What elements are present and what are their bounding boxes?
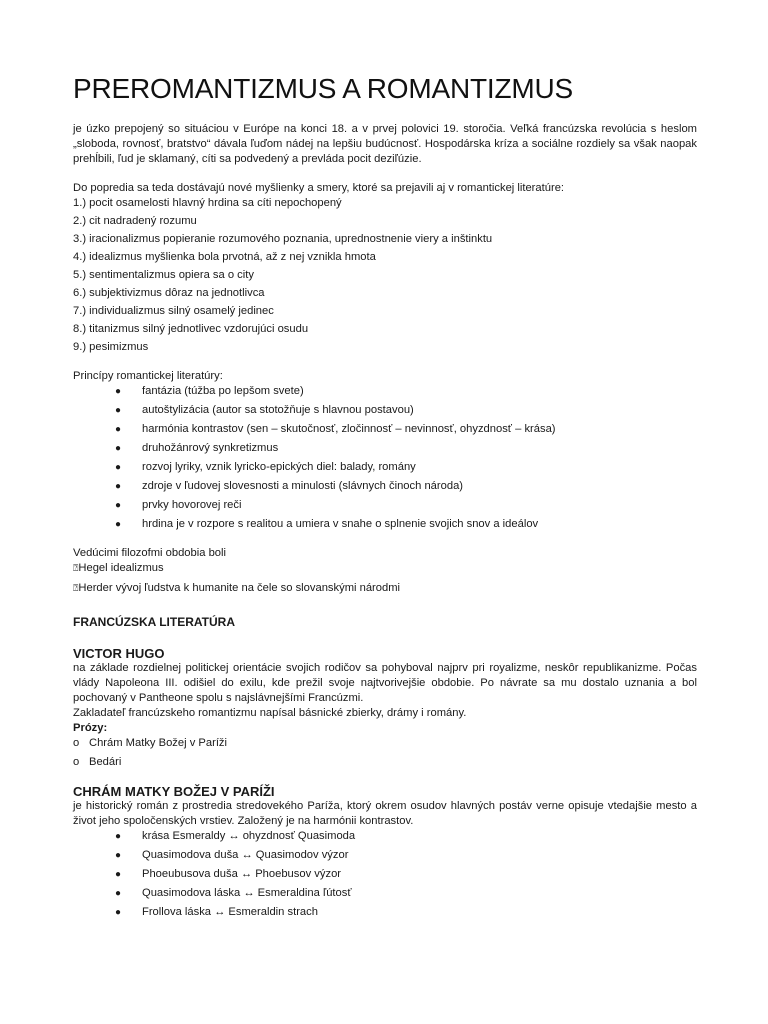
list-item: 7.) individualizmus silný osamelý jedinec <box>73 305 274 317</box>
bullet-icon: ● <box>115 424 122 435</box>
page-title: PREROMANTIZMUS A ROMANTIZMUS <box>73 73 573 104</box>
bullet-icon: ● <box>115 462 122 473</box>
bullet-icon: ● <box>115 831 122 842</box>
list-item-text: Bedári <box>89 756 122 768</box>
list-item <box>115 460 697 475</box>
bullet-icon: ● <box>115 888 122 899</box>
list-item <box>115 829 697 844</box>
list-item <box>115 905 697 920</box>
list-item-text: autoštylizácia (autor sa stotožňuje s hlavnou postavou) <box>142 404 414 416</box>
list-item <box>115 498 697 513</box>
list-item-text: zdroje v ľudovej slovesnosti a minulosti (slávnych činoch národa) <box>142 480 464 492</box>
prose-list <box>73 736 697 770</box>
circle-bullet-icon: o <box>73 756 80 768</box>
philosopher-line <box>73 581 697 597</box>
list-item-text: Quasimodova láska ↔ Esmeraldina ľútosť <box>142 887 352 899</box>
ideas-list <box>73 196 697 355</box>
intro-paragraph: je úzko prepojený so situáciou v Európe na konci 18. a v prvej polovici 19. storočia. Veľká francúzska revolúcia s heslom „sloboda, rovnosť, bratstvo“ dávala ľuďom nádej na lepšiu budúcnosť. Hospodárska kríza a sociálne rozdiely sa však naopak prehĺbili, ľud je sklamaný, cíti sa podvedený a prevláda pocit deziľúzie. <box>73 123 697 165</box>
document-content <box>73 70 697 924</box>
circle-bullet-icon: o <box>73 737 80 749</box>
list-item: 9.) pesimizmus <box>73 341 149 353</box>
author-paragraph-2: Zakladateľ francúzskeho romantizmu napísal básnické zbierky, drámy i romány. <box>73 707 467 719</box>
prose-label: Prózy: <box>73 722 108 734</box>
principles-heading: Princípy romantickej literatúry: <box>73 370 223 382</box>
list-item-text: fantázia (túžba po lepšom svete) <box>142 385 304 397</box>
list-item: 5.) sentimentalizmus opiera sa o city <box>73 269 254 281</box>
list-item <box>115 384 697 399</box>
novel-paragraph: je historický román z prostredia stredovekého Paríža, ktorý okrem osudov hlavných postáv verne opisuje vtedajšie mesto a život jeho spoločenských vrstiev. Založený je na harmónii kontrastov. <box>73 800 697 827</box>
list-item-text: druhožánrový synkretizmus <box>142 442 279 454</box>
list-item <box>115 422 697 437</box>
list-item <box>115 886 697 901</box>
list-item <box>115 848 697 863</box>
list-item <box>73 755 697 770</box>
bullet-icon: ● <box>115 519 122 530</box>
section-heading-french: FRANCÚZSKA LITERATÚRA <box>73 615 235 629</box>
missing-glyph-icon: ⍰ <box>73 564 79 574</box>
list-item-text: harmónia kontrastov (sen – skutočnosť, zločinnosť – nevinnosť, ohyzdnosť – krása) <box>142 423 556 435</box>
philosopher-text: Herder vývoj ľudstva k humanite na čele so slovanskými národmi <box>78 582 401 594</box>
list-item-text: rozvoj lyriky, vznik lyricko-epických diel: balady, romány <box>142 461 416 473</box>
list-item: 2.) cit nadradený rozumu <box>73 215 197 227</box>
philosophers-heading: Vedúcimi filozofmi obdobia boli <box>73 547 226 559</box>
bullet-icon: ● <box>115 907 122 918</box>
ideas-intro: Do popredia sa teda dostávajú nové myšlienky a smery, ktoré sa prejavili aj v romantickej literatúre: <box>73 182 565 194</box>
author-heading: VICTOR HUGO <box>73 646 165 661</box>
list-item: 1.) pocit osamelosti hlavný hrdina sa cíti nepochopený <box>73 197 342 209</box>
list-item <box>115 479 697 494</box>
list-item: 6.) subjektivizmus dôraz na jednotlivca <box>73 287 265 299</box>
list-item <box>115 867 697 882</box>
list-item-text: Phoeubusova duša ↔ Phoebusov výzor <box>142 868 342 880</box>
contrast-list <box>73 829 697 920</box>
list-item: 8.) titanizmus silný jednotlivec vzdorujúci osudu <box>73 323 309 335</box>
author-paragraph: na základe rozdielnej politickej orientácie svojich rodičov sa pohyboval najprv pri royalizme, neskôr republikanizme. Počas vlády Napoleona III. odišiel do exilu, kde prežil svoje najtvorivejšie obdobie. Po návrate sa mu dostalo uznania a bol pochovaný v Pantheone spolu s najslávnejšími Francúzmi. <box>73 662 697 704</box>
list-item-text: prvky hovorovej reči <box>142 499 242 511</box>
list-item-text: hrdina je v rozpore s realitou a umiera v snahe o splnenie svojich snov a ideálov <box>142 518 539 530</box>
bullet-icon: ● <box>115 386 122 397</box>
list-item: 4.) idealizmus myšlienka bola prvotná, až z nej vznikla hmota <box>73 251 376 263</box>
list-item-text: Quasimodova duša ↔ Quasimodov výzor <box>142 849 349 861</box>
list-item-text: krása Esmeraldy ↔ ohyzdnosť Quasimoda <box>142 830 356 842</box>
bullet-icon: ● <box>115 850 122 861</box>
list-item: 3.) iracionalizmus popieranie rozumového poznania, uprednostnenie viery a inštinktu <box>73 233 493 245</box>
bullet-icon: ● <box>115 869 122 880</box>
philosopher-text: Hegel idealizmus <box>78 562 164 574</box>
missing-glyph-icon: ⍰ <box>73 584 79 594</box>
list-item-text: Chrám Matky Božej v Paríži <box>89 737 228 749</box>
bullet-icon: ● <box>115 481 122 492</box>
list-item <box>115 441 697 456</box>
list-item-text: Frollova láska ↔ Esmeraldin strach <box>142 906 318 918</box>
list-item <box>73 736 697 751</box>
novel-heading: CHRÁM MATKY BOŽEJ V PARÍŽI <box>73 784 275 799</box>
philosopher-line <box>73 561 697 577</box>
list-item <box>115 403 697 418</box>
bullet-icon: ● <box>115 443 122 454</box>
bullet-icon: ● <box>115 500 122 511</box>
bullet-icon: ● <box>115 405 122 416</box>
principles-list <box>73 384 697 532</box>
list-item <box>115 517 697 532</box>
